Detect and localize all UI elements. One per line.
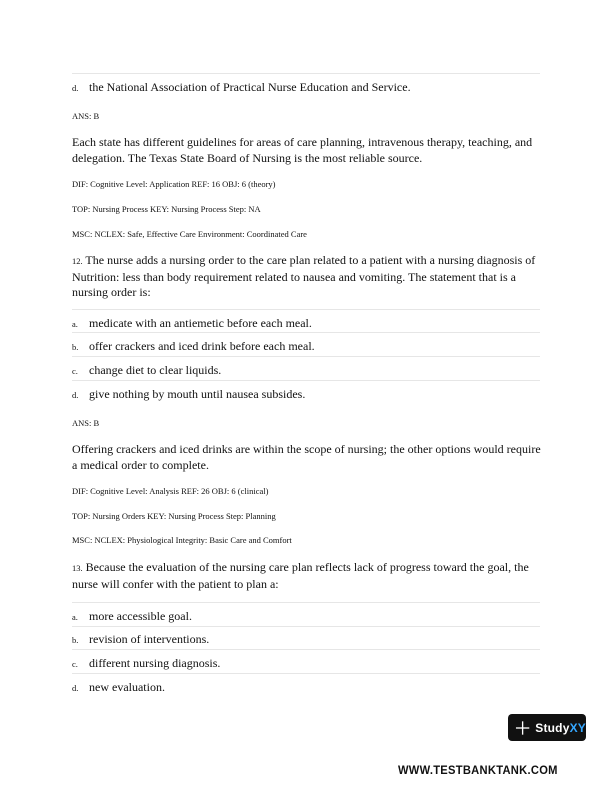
option-d bbox=[72, 680, 542, 695]
answer-key: ANS: B bbox=[72, 418, 100, 428]
rationale: Each state has different guidelines for areas of care planning, intravenous therapy, teaching, and delegation. The Texas State Board of Nursing is the most reliable source. bbox=[72, 135, 533, 165]
option-d bbox=[72, 80, 542, 95]
option-a bbox=[72, 316, 542, 331]
plus-cross-icon bbox=[515, 720, 530, 736]
studyxy-logo bbox=[535, 721, 586, 735]
option-text: new evaluation. bbox=[89, 680, 165, 694]
studyxy-badge[interactable] bbox=[508, 714, 586, 741]
option-a bbox=[72, 609, 542, 624]
option-b bbox=[72, 339, 542, 354]
option-text: give nothing by mouth until nausea subsides. bbox=[89, 387, 306, 401]
option-b bbox=[72, 632, 542, 647]
question-stem bbox=[72, 560, 542, 592]
divider bbox=[72, 673, 540, 674]
option-d bbox=[72, 387, 542, 402]
divider bbox=[72, 649, 540, 650]
question-text: The nurse adds a nursing order to the care plan related to a patient with a nursing diagnosis of Nutrition: less than body requirement related to nausea and vomiting. The statement that is a nursing order is: bbox=[72, 253, 536, 299]
msc-category: MSC: NCLEX: Physiological Integrity: Basic Care and Comfort bbox=[72, 535, 292, 545]
option-text: change diet to clear liquids. bbox=[89, 363, 222, 377]
divider bbox=[72, 73, 540, 74]
difficulty-reference: DIF: Cognitive Level: Analysis REF: 26 OBJ: 6 (clinical) bbox=[72, 486, 269, 496]
footer-site-url[interactable]: WWW.TESTBANKTANK.COM bbox=[398, 763, 558, 777]
answer-key: ANS: B bbox=[72, 111, 100, 121]
option-letter: d. bbox=[72, 83, 79, 93]
divider bbox=[72, 380, 540, 381]
question-number: 12. bbox=[72, 256, 83, 266]
divider bbox=[72, 602, 540, 603]
topic-key: TOP: Nursing Process KEY: Nursing Process Step: NA bbox=[72, 204, 261, 214]
divider bbox=[72, 332, 540, 333]
brand-main: Study bbox=[535, 720, 570, 735]
question-number: 13. bbox=[72, 563, 83, 573]
option-letter: c. bbox=[72, 366, 78, 376]
option-letter: d. bbox=[72, 390, 79, 400]
option-letter: b. bbox=[72, 635, 79, 645]
option-text: offer crackers and iced drink before each meal. bbox=[89, 339, 315, 353]
divider bbox=[72, 356, 540, 357]
topic-key: TOP: Nursing Orders KEY: Nursing Process Step: Planning bbox=[72, 511, 276, 521]
msc-category: MSC: NCLEX: Safe, Effective Care Environment: Coordinated Care bbox=[72, 229, 307, 239]
option-c bbox=[72, 656, 542, 671]
option-text: more accessible goal. bbox=[89, 609, 192, 623]
question-stem bbox=[72, 253, 542, 301]
divider bbox=[72, 309, 540, 310]
option-text: revision of interventions. bbox=[89, 632, 210, 646]
option-letter: a. bbox=[72, 319, 78, 329]
difficulty-reference: DIF: Cognitive Level: Application REF: 16 OBJ: 6 (theory) bbox=[72, 179, 276, 189]
brand-accent: XY bbox=[569, 720, 586, 735]
option-text: the National Association of Practical Nurse Education and Service. bbox=[89, 80, 411, 94]
option-letter: b. bbox=[72, 342, 79, 352]
option-letter: a. bbox=[72, 612, 78, 622]
option-c bbox=[72, 363, 542, 378]
question-text: Because the evaluation of the nursing care plan reflects lack of progress toward the goal, the nurse will confer with the patient to plan a: bbox=[72, 560, 529, 591]
option-letter: c. bbox=[72, 659, 78, 669]
divider bbox=[72, 626, 540, 627]
rationale: Offering crackers and iced drinks are within the scope of nursing; the other options would require a medical order to complete. bbox=[72, 442, 541, 472]
option-text: medicate with an antiemetic before each meal. bbox=[89, 316, 312, 330]
option-letter: d. bbox=[72, 683, 79, 693]
option-text: different nursing diagnosis. bbox=[89, 656, 221, 670]
